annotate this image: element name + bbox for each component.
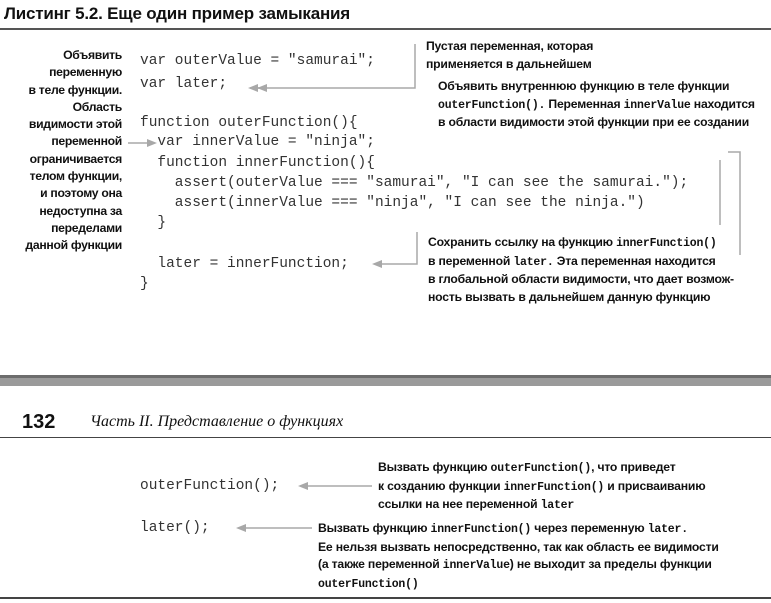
side-note-line: переменную	[49, 65, 122, 80]
note-line: outerFunction(). Переменная innerValue находится	[438, 96, 755, 112]
code-outer-function: outerFunction()	[318, 577, 419, 591]
code-line: }	[140, 215, 167, 231]
code-line: later = innerFunction;	[140, 256, 349, 272]
note-line: в переменной later. Эта переменная находится	[428, 253, 716, 269]
note-inner-function	[438, 78, 755, 132]
bottom-rule	[0, 597, 771, 599]
note-line: ность вызвать в дальнейшем данную функцию	[428, 289, 711, 304]
code-line: function outerFunction(){	[140, 115, 358, 131]
note-line	[318, 575, 719, 594]
note-line: ссылки на нее переменной later	[378, 497, 575, 512]
side-note-line: Область	[72, 99, 122, 114]
note-line: Ее нельзя вызвать непосредственно, так как область ее видимости	[318, 539, 719, 554]
code-inner-function: innerFunction()	[616, 237, 717, 250]
side-note-line: переделами	[51, 220, 122, 235]
code-line: assert(outerValue === "samurai", "I can see the samurai.");	[140, 175, 689, 191]
side-note-line: данной функции	[25, 238, 122, 253]
code-line: var later;	[140, 76, 228, 92]
note-call-outer	[378, 459, 705, 515]
side-note-line: ограничивается	[29, 151, 122, 166]
arrow-later	[382, 232, 417, 264]
note-empty-var	[426, 38, 593, 73]
page-separator-edge	[0, 375, 771, 378]
code-inner-function: innerFunction()	[503, 480, 605, 494]
header-rule	[0, 437, 771, 438]
note-call-later	[318, 520, 719, 593]
code-line: assert(innerValue === "ninja", "I can see the ninja.")	[140, 195, 645, 211]
side-note-line: недоступна за	[39, 203, 122, 218]
side-note-line: и поэтому она	[40, 186, 122, 201]
note-line: Вызвать функцию innerFunction() через переменную later.	[318, 521, 688, 536]
code-later: later.	[647, 523, 688, 536]
chapter-title: Часть II. Представление о функциях	[90, 413, 344, 430]
side-note-line: видимости этой	[28, 117, 122, 132]
side-note-line: в теле функции.	[28, 82, 122, 97]
side-note-line: Объявить	[63, 48, 122, 62]
code-later: later.	[513, 255, 554, 269]
side-note-line: телом функции,	[29, 169, 122, 184]
code-inner-value: innerValue	[623, 98, 691, 112]
note-line: в области видимости этой функции при ее создании	[438, 115, 749, 129]
note-line: Объявить внутреннюю функцию в теле функции	[438, 79, 730, 93]
note-line: (а также переменной innerValue) не выходит за пределы функции	[318, 557, 712, 572]
code-outer-function: outerFunction().	[438, 98, 546, 112]
note-line: к созданию функции innerFunction() и присваиванию	[378, 478, 706, 494]
page-number: 132	[22, 411, 56, 433]
note-line: в глобальной области видимости, что дает возмож-	[428, 272, 734, 286]
code-line: var innerValue = "ninja";	[140, 134, 375, 150]
code-line: function innerFunction(){	[140, 155, 375, 171]
note-line: применяется в дальнейшем	[426, 56, 592, 71]
note-line: Вызвать функцию outerFunction(), что приведет	[378, 460, 676, 475]
note-later	[428, 234, 734, 306]
code-line: var outerValue = "samurai";	[140, 53, 375, 69]
side-note-inner-value	[14, 47, 122, 255]
code-line: }	[140, 276, 149, 292]
code-line: later();	[140, 520, 210, 536]
code-line: outerFunction();	[140, 478, 280, 494]
note-line: Сохранить ссылку на функцию innerFunction()	[428, 235, 717, 250]
side-note-line: переменной	[51, 134, 122, 149]
listing-title: Листинг 5.2. Еще один пример замыкания	[4, 4, 351, 23]
note-line: Пустая переменная, которая	[426, 39, 594, 53]
code-inner-function: innerFunction()	[430, 523, 532, 536]
code-later: later	[540, 499, 575, 512]
code-outer-function: outerFunction()	[490, 462, 592, 475]
code-inner-value: innerValue	[442, 559, 510, 572]
